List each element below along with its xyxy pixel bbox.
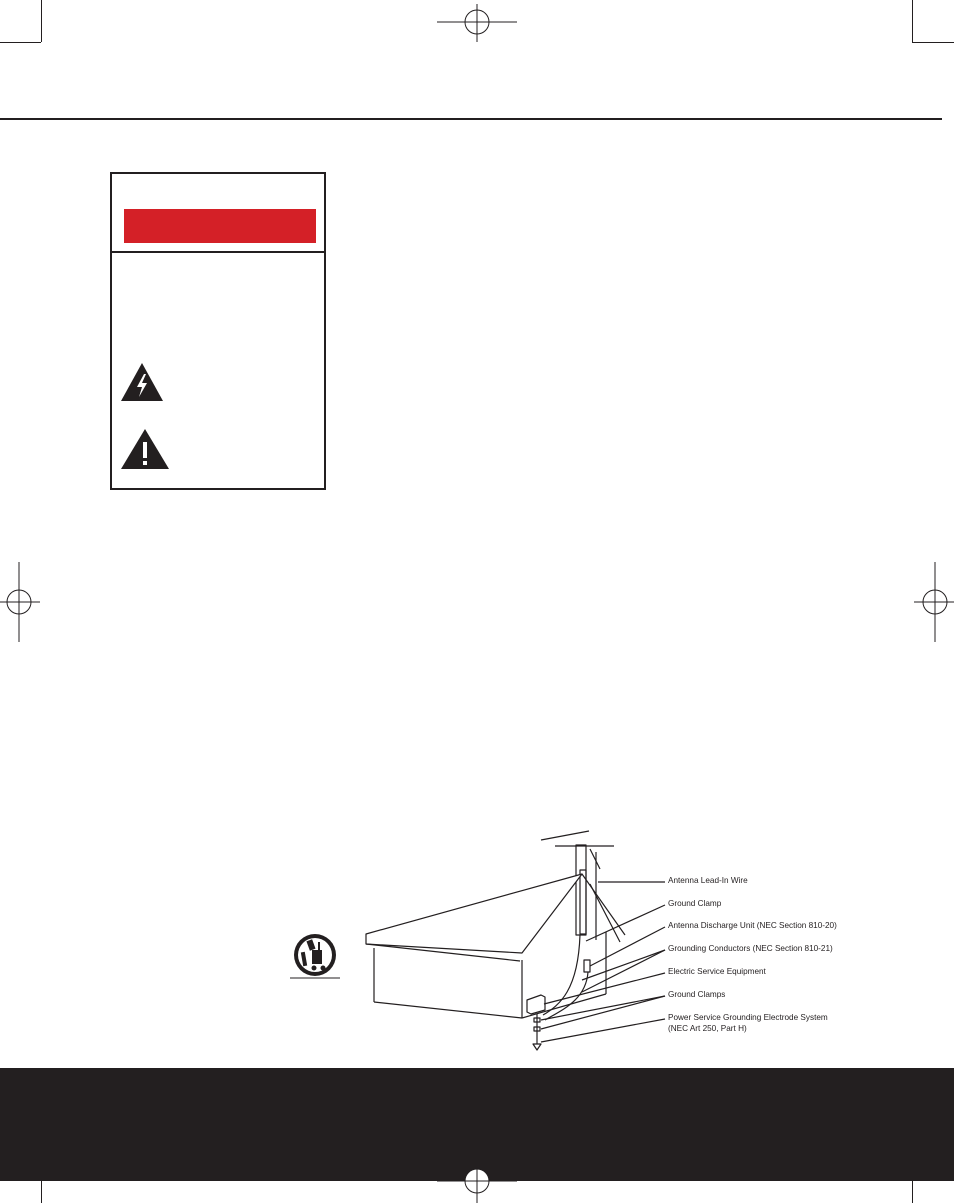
label-ground-clamp: Ground Clamp xyxy=(668,899,722,908)
label-antenna-lead-in-wire: Antenna Lead-In Wire xyxy=(668,876,748,885)
label-power-service-grounding: Power Service Grounding Electrode System xyxy=(668,1013,828,1022)
label-nec-art-250: (NEC Art 250, Part H) xyxy=(668,1024,747,1033)
label-antenna-discharge-unit: Antenna Discharge Unit (NEC Section 810-20) xyxy=(668,921,837,930)
registration-mark-bottom xyxy=(437,1161,517,1203)
label-electric-service-equipment: Electric Service Equipment xyxy=(668,967,766,976)
label-ground-clamps: Ground Clamps xyxy=(668,990,726,999)
label-grounding-conductors: Grounding Conductors (NEC Section 810-21) xyxy=(668,944,833,953)
